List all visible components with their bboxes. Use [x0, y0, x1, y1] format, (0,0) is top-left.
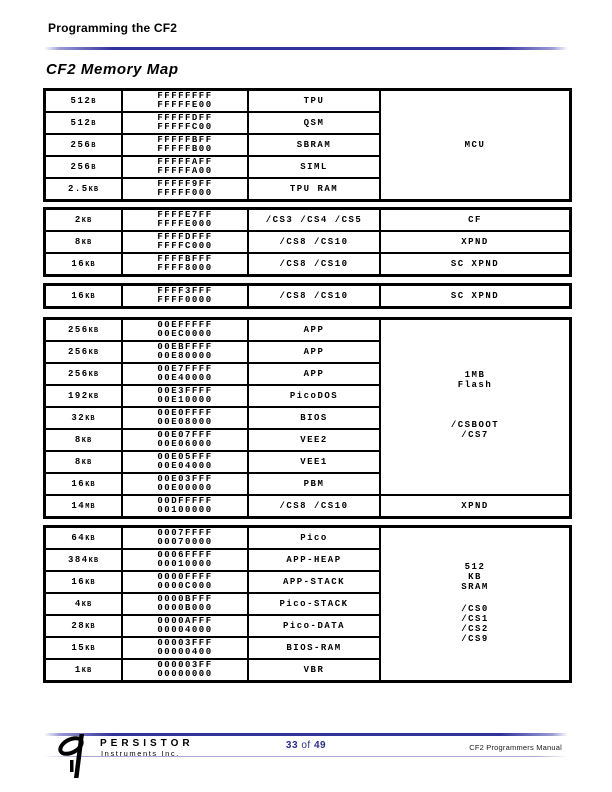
address-cell — [122, 253, 248, 275]
table-row — [45, 319, 570, 341]
address-cell — [122, 495, 248, 517]
address-high: 00E07FFF — [157, 430, 213, 440]
brand-name: PERSISTOR — [100, 738, 194, 749]
size-cell: 15KB — [45, 637, 122, 659]
page-total: 49 — [313, 740, 327, 751]
chip-select-cell: /CS8 /CS10 — [248, 285, 380, 307]
address-high: 00E3FFFF — [157, 386, 213, 396]
header-rule — [44, 47, 568, 50]
address-low: FFFFFC00 — [157, 122, 213, 132]
size-cell: 8KB — [45, 429, 122, 451]
section-title: CF2 Memory Map — [46, 61, 179, 78]
label-cell: SIML — [248, 156, 380, 178]
address-cell — [122, 549, 248, 571]
address-cell — [122, 615, 248, 637]
table-row — [45, 285, 570, 307]
memory-table-sc-xpnd — [43, 283, 572, 309]
address-cell — [122, 637, 248, 659]
address-high: 00E0FFFF — [157, 408, 213, 418]
table-row — [45, 527, 570, 549]
label-cell: VEE2 — [248, 429, 380, 451]
page-current: 33 — [285, 740, 299, 751]
label-cell: VBR — [248, 659, 380, 681]
address-cell — [122, 593, 248, 615]
size-cell: 256KB — [45, 341, 122, 363]
address-low: FFFFFB00 — [157, 144, 213, 154]
label-cell: TPU RAM — [248, 178, 380, 200]
size-cell: 16KB — [45, 571, 122, 593]
address-low: 00000400 — [157, 647, 213, 657]
region-cell: XPND — [380, 495, 570, 517]
size-cell: 32KB — [45, 407, 122, 429]
label-cell: Pico-DATA — [248, 615, 380, 637]
address-cell — [122, 90, 248, 112]
label-cell: APP — [248, 363, 380, 385]
sram-size-text: 512 KB SRAM — [461, 562, 489, 592]
sram-region-content — [381, 528, 569, 680]
chip-select-cell: /CS3 /CS4 /CS5 — [248, 209, 380, 231]
address-high: FFFFFAFF — [157, 157, 213, 167]
label-cell: SBRAM — [248, 134, 380, 156]
flash-chip-selects: /CSBOOT /CS7 — [450, 420, 500, 440]
label-cell: APP — [248, 341, 380, 363]
size-cell: 512B — [45, 90, 122, 112]
memory-table-sram — [43, 525, 572, 683]
size-cell: 256B — [45, 156, 122, 178]
address-high: FFFFF9FF — [157, 179, 213, 189]
address-high: 00E7FFFF — [157, 364, 213, 374]
table-row — [45, 90, 570, 112]
address-cell — [122, 571, 248, 593]
address-low: FFFFF000 — [157, 188, 213, 198]
address-low: 00E08000 — [157, 417, 213, 427]
address-high: 0000FFFF — [157, 572, 213, 582]
address-low: 00070000 — [157, 537, 213, 547]
address-high: FFFFFDFF — [157, 113, 213, 123]
address-cell — [122, 209, 248, 231]
label-cell: APP-HEAP — [248, 549, 380, 571]
address-low: 00E10000 — [157, 395, 213, 405]
flash-size-text: 1MB Flash — [457, 370, 493, 390]
address-high: 000003FF — [157, 660, 213, 670]
size-cell: 256B — [45, 134, 122, 156]
size-cell: 16KB — [45, 285, 122, 307]
address-cell — [122, 285, 248, 307]
address-cell — [122, 385, 248, 407]
address-low: 00000000 — [157, 669, 213, 679]
address-low: 00E04000 — [157, 461, 213, 471]
address-low: FFFFFE00 — [157, 100, 213, 110]
address-low: FFFFFA00 — [157, 166, 213, 176]
label-cell: PicoDOS — [248, 385, 380, 407]
chip-select-cell: /CS8 /CS10 — [248, 253, 380, 275]
address-low: FFFF0000 — [157, 295, 213, 305]
address-cell — [122, 178, 248, 200]
label-cell: APP — [248, 319, 380, 341]
memory-table-mcu — [43, 88, 572, 202]
label-cell: VEE1 — [248, 451, 380, 473]
size-cell: 256KB — [45, 363, 122, 385]
size-cell: 14MB — [45, 495, 122, 517]
label-cell: PBM — [248, 473, 380, 495]
address-cell — [122, 134, 248, 156]
address-low: FFFFC000 — [157, 241, 213, 251]
chip-select-cell: /CS8 /CS10 — [248, 231, 380, 253]
size-cell: 8KB — [45, 231, 122, 253]
address-high: 00E05FFF — [157, 452, 213, 462]
address-cell — [122, 527, 248, 549]
address-high: 00EFFFFF — [157, 320, 213, 330]
memory-table-cf-xpnd — [43, 207, 572, 277]
size-cell: 16KB — [45, 253, 122, 275]
region-cell: SC XPND — [380, 285, 570, 307]
address-high: FFFFE7FF — [157, 210, 213, 220]
address-cell — [122, 451, 248, 473]
address-low: 00010000 — [157, 559, 213, 569]
address-cell — [122, 473, 248, 495]
page-header-title: Programming the CF2 — [48, 21, 178, 35]
label-cell: BIOS — [248, 407, 380, 429]
address-high: FFFFFFFF — [157, 91, 213, 101]
sram-chip-selects: /CS0 /CS1 /CS2 /CS9 — [461, 604, 489, 644]
address-low: 00004000 — [157, 625, 213, 635]
address-high: 00EBFFFF — [157, 342, 213, 352]
label-cell: BIOS-RAM — [248, 637, 380, 659]
address-high: 0006FFFF — [157, 550, 213, 560]
address-low: FFFF8000 — [157, 263, 213, 273]
address-high: FFFFDFFF — [157, 232, 213, 242]
label-cell: Pico-STACK — [248, 593, 380, 615]
table-row — [45, 209, 570, 231]
size-cell: 64KB — [45, 527, 122, 549]
address-low: 00100000 — [157, 505, 213, 515]
region-cell: XPND — [380, 231, 570, 253]
address-high: FFFFBFFF — [157, 254, 213, 264]
address-cell — [122, 156, 248, 178]
size-cell: 4KB — [45, 593, 122, 615]
page-of-label: of — [301, 740, 311, 751]
label-cell: Pico — [248, 527, 380, 549]
address-cell — [122, 231, 248, 253]
size-cell: 28KB — [45, 615, 122, 637]
address-cell — [122, 112, 248, 134]
address-low: 00EC0000 — [157, 329, 213, 339]
address-low: 00E80000 — [157, 351, 213, 361]
address-high: 0000BFFF — [157, 594, 213, 604]
address-cell — [122, 363, 248, 385]
size-cell: 8KB — [45, 451, 122, 473]
address-low: 0000B000 — [157, 603, 213, 613]
size-cell: 384KB — [45, 549, 122, 571]
address-high: 00003FFF — [157, 638, 213, 648]
size-cell: 16KB — [45, 473, 122, 495]
size-cell: 192KB — [45, 385, 122, 407]
memory-table-flash — [43, 317, 572, 519]
address-cell — [122, 429, 248, 451]
address-cell — [122, 659, 248, 681]
chip-select-cell: /CS8 /CS10 — [248, 495, 380, 517]
label-cell: TPU — [248, 90, 380, 112]
footer-rule — [44, 733, 568, 736]
region-cell: SC XPND — [380, 253, 570, 275]
address-low: 00E40000 — [157, 373, 213, 383]
region-cell-sram — [380, 527, 570, 681]
address-high: 0007FFFF — [157, 528, 213, 538]
address-high: FFFF3FFF — [157, 286, 213, 296]
address-high: 00E03FFF — [157, 474, 213, 484]
table-row — [45, 495, 570, 517]
address-low: FFFFE000 — [157, 219, 213, 229]
size-cell: 256KB — [45, 319, 122, 341]
region-cell-mcu: MCU — [380, 90, 570, 200]
size-cell: 1KB — [45, 659, 122, 681]
region-cell: CF — [380, 209, 570, 231]
address-cell — [122, 341, 248, 363]
address-high: 00DFFFFF — [157, 496, 213, 506]
manual-title: CF2 Programmers Manual — [469, 743, 562, 752]
address-cell — [122, 407, 248, 429]
table-row — [45, 253, 570, 275]
address-high: FFFFFBFF — [157, 135, 213, 145]
size-cell: 512B — [45, 112, 122, 134]
memory-map-tables — [43, 88, 568, 683]
address-low: 00E06000 — [157, 439, 213, 449]
address-cell — [122, 319, 248, 341]
flash-region-content — [381, 320, 569, 494]
size-cell: 2.5KB — [45, 178, 122, 200]
brand-subtitle: Instruments Inc. — [101, 749, 180, 758]
label-cell: APP-STACK — [248, 571, 380, 593]
region-cell-flash — [380, 319, 570, 495]
address-low: 00E00000 — [157, 483, 213, 493]
address-high: 0000AFFF — [157, 616, 213, 626]
address-low: 0000C000 — [157, 581, 213, 591]
label-cell: QSM — [248, 112, 380, 134]
table-row — [45, 231, 570, 253]
size-cell: 2KB — [45, 209, 122, 231]
